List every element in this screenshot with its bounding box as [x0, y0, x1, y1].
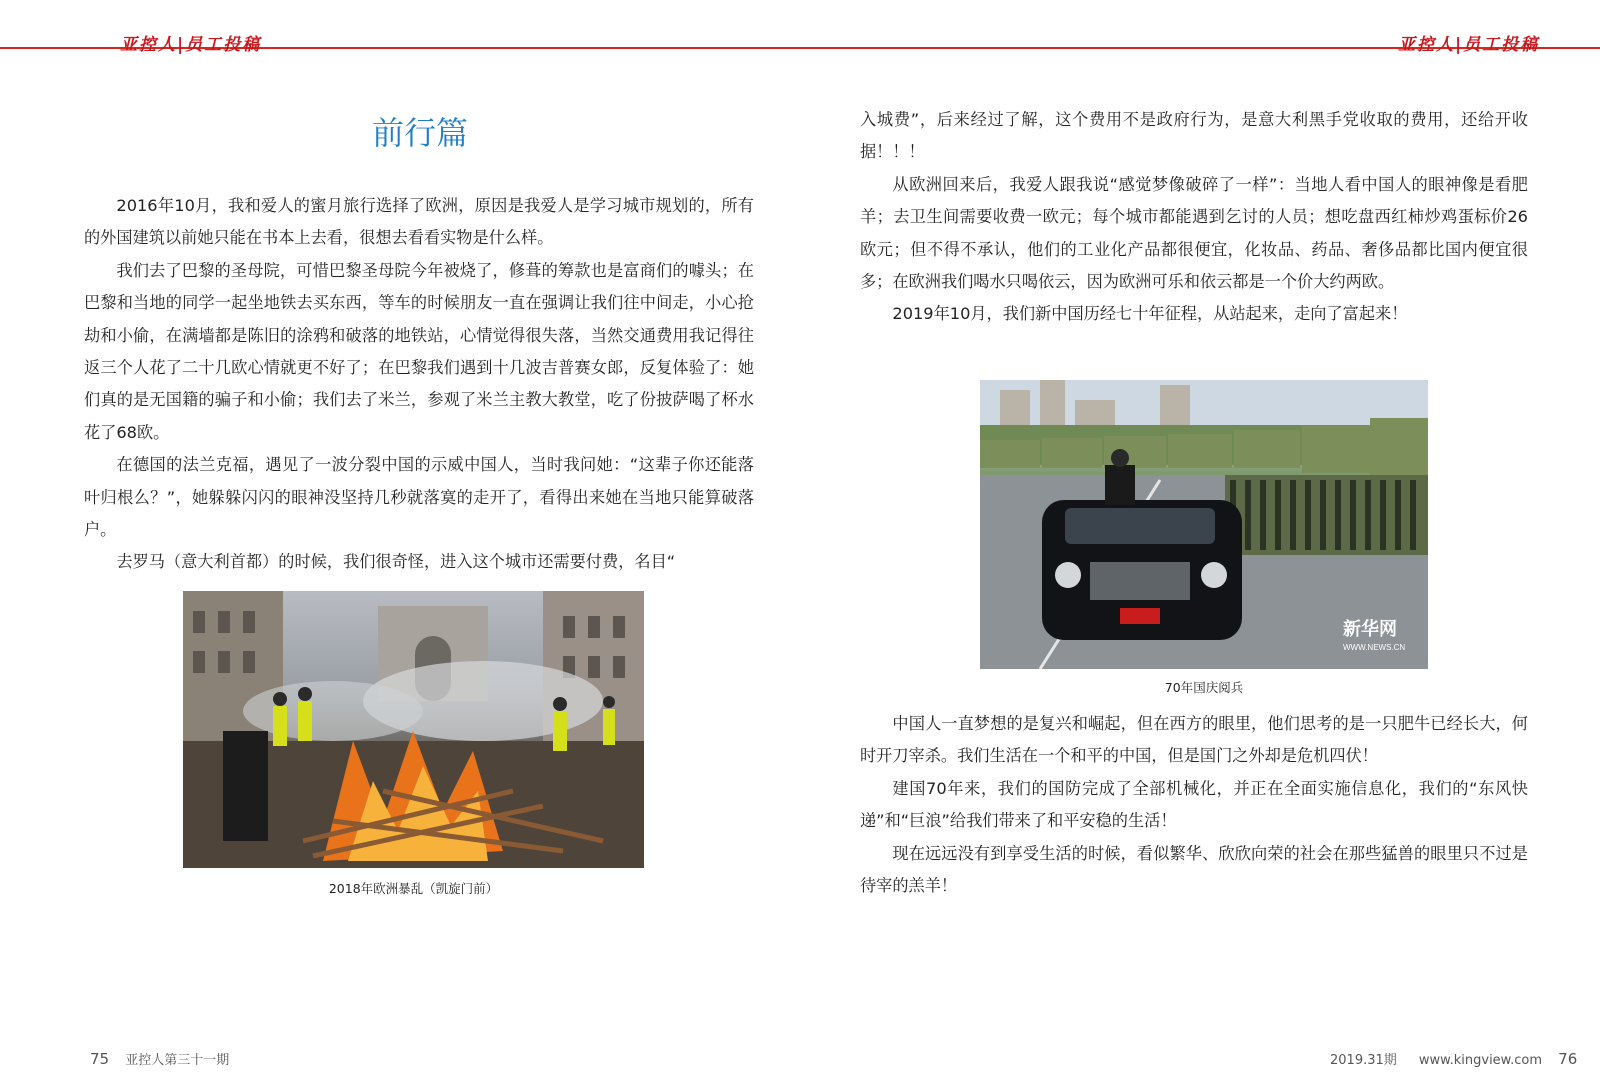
- riot-photo-illustration: [183, 591, 644, 868]
- riot-photo-caption: 2018年欧洲暴乱（凯旋门前）: [328, 881, 499, 896]
- parade-photo-caption: 70年国庆阅兵: [1164, 680, 1244, 695]
- photo-watermark: 新华网: [1343, 619, 1397, 639]
- photo-watermark-url: WWW.NEWS.CN: [1343, 643, 1406, 652]
- paragraph: 现在远远没有到享受生活的时候，看似繁华、欣欣向荣的社会在那些猛兽的眼里只不过是待宰的羔羊！: [860, 843, 1528, 896]
- brand-header-left: 亚控人|员工投稿: [120, 35, 262, 55]
- right-article-body-bottom: [860, 708, 1528, 902]
- paragraph: 从欧洲回来后，我爱人跟我说“感觉梦像破碎了一样”：当地人看中国人的眼神像是看肥羊；去卫生间需要收费一欧元；每个城市都能遇到乞讨的人员；想吃盘西红柿炒鸡蛋标价26欧元；但不得不承认，他们的工业化产品都很便宜，化妆品、药品、奢侈品都比国内便宜很多；在欧洲我们喝水只喝依云，因为欧洲可乐和依云都是一个价大约两欧。: [860, 174, 1528, 292]
- paragraph: 去罗马（意大利首都）的时候，我们很奇怪，进入这个城市还需要付费，名目“: [116, 552, 676, 572]
- paragraph: 2016年10月，我和爱人的蜜月旅行选择了欧洲，原因是我爱人是学习城市规划的，所有的外国建筑以前她只能在书本上去看，很想去看看实物是什么样。: [84, 196, 754, 248]
- paragraph: 中国人一直梦想的是复兴和崛起，但在西方的眼里，他们思考的是一只肥牛已经长大，何时开刀宰杀。我们生活在一个和平的中国，但是国门之外却是危机四伏！: [860, 714, 1528, 766]
- page-number-left: 75: [90, 1050, 110, 1068]
- parade-photo: [980, 380, 1428, 669]
- paragraph: 我们去了巴黎的圣母院，可惜巴黎圣母院今年被烧了，修葺的筹款也是富商们的噱头；在巴黎和当地的同学一起坐地铁去买东西，等车的时候朋友一直在强调让我们往中间走，小心抢劫和小偷，在满墙都是陈旧的涂鸦和破落的地铁站，心情觉得很失落，当然交通费用我记得往返三个人花了二十几欧心情就更不好了；在巴黎我们遇到十几波吉普赛女郎，反复体验了：她们真的是无国籍的骗子和小偷；我们去了米兰，参观了米兰主教大教堂，吃了份披萨喝了杯水花了68欧。: [84, 260, 754, 442]
- parade-photo-illustration: [980, 380, 1428, 669]
- paragraph: 入城费”，后来经过了解，这个费用不是政府行为，是意大利黑手党收取的费用，还给开收据！！！: [860, 110, 1528, 162]
- left-article-body: [84, 190, 754, 579]
- paragraph: 2019年10月，我们新中国历经七十年征程，从站起来，走向了富起来！: [892, 304, 1408, 324]
- page-number-right: 76: [1558, 1050, 1578, 1068]
- footer-left: [90, 1049, 229, 1068]
- paragraph: 建国70年来，我们的国防完成了全部机械化，并正在全面实施信息化，我们的“东风快递”和“巨浪”给我们带来了和平安稳的生活！: [860, 778, 1528, 831]
- right-article-body-top: [860, 104, 1528, 331]
- riot-photo: [183, 591, 644, 868]
- paragraph: 在德国的法兰克福，遇见了一波分裂中国的示威中国人，当时我问她：“这辈子你还能落叶归根么？”，她躲躲闪闪的眼神没坚持几秒就落寞的走开了，看得出来她在当地只能算破落户。: [84, 455, 754, 540]
- website-link[interactable]: www.kingview.com: [1418, 1053, 1543, 1068]
- issue-label-left: 亚控人第三十一期: [125, 1053, 230, 1068]
- brand-header-right: 亚控人|员工投稿: [1398, 35, 1540, 55]
- page-title: 前行篇: [371, 114, 468, 152]
- issue-label-right: 2019.31期: [1330, 1053, 1397, 1068]
- footer-right: [1330, 1049, 1577, 1068]
